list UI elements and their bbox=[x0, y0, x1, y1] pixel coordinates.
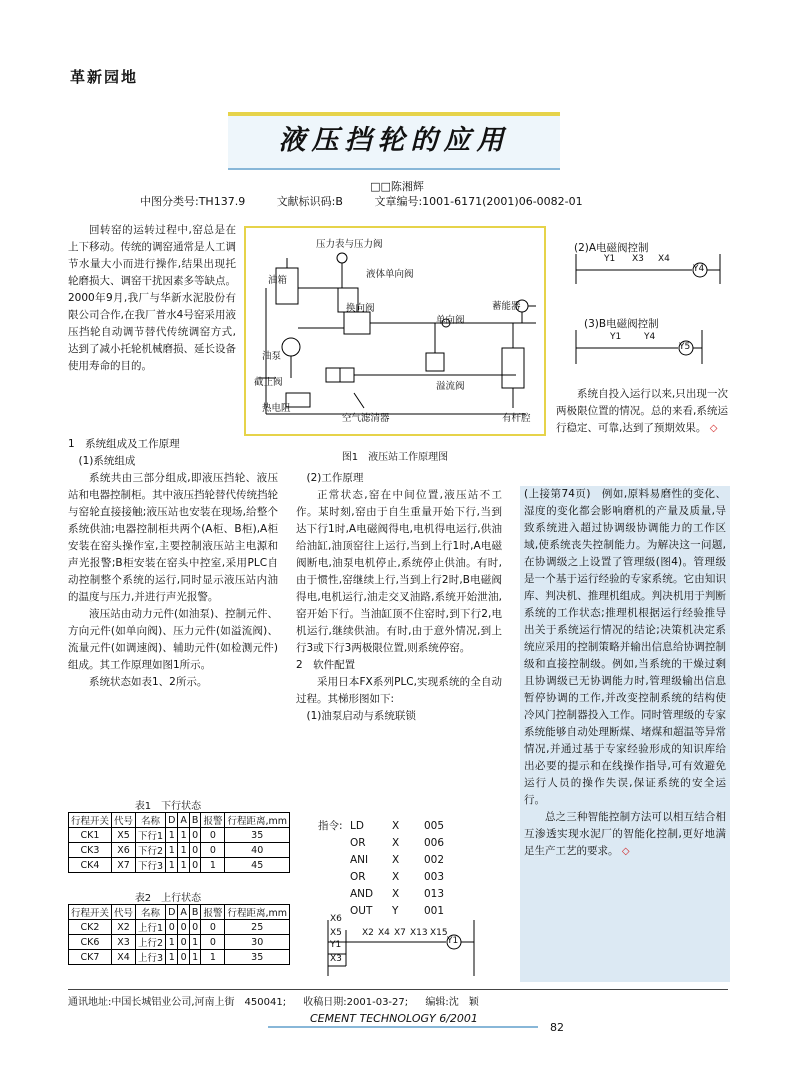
contact-label: X3 bbox=[632, 254, 644, 264]
diagram-label: 热电阻 bbox=[262, 403, 291, 414]
table-cell: CK6 bbox=[69, 935, 112, 950]
opcode: LD bbox=[350, 820, 364, 832]
contact-label: X6 bbox=[330, 914, 342, 924]
table-row bbox=[69, 828, 290, 843]
diagram-label: 压力表与压力阀 bbox=[316, 239, 383, 250]
contact-label: Y4 bbox=[644, 332, 656, 342]
table-cell: X3 bbox=[112, 935, 136, 950]
table-header: 行程距离,mm bbox=[225, 905, 290, 920]
table-cell: X4 bbox=[112, 950, 136, 965]
table-cell: 1 bbox=[201, 950, 225, 965]
table-cell: 0 bbox=[189, 828, 201, 843]
table-header: 代号 bbox=[112, 813, 136, 828]
paragraph: 液压站由动力元件(如油泵)、控制元件、方向元件(如单向阀)、压力元件(如溢流阀)、流量元件(如调速阀)、辅助元件(如检测元件)组成。其工作原理如图1所示。 bbox=[68, 608, 278, 671]
title-underline bbox=[228, 168, 560, 170]
table-cell: 0 bbox=[189, 843, 201, 858]
table-cell: 25 bbox=[225, 920, 290, 935]
table-cell: 0 bbox=[201, 828, 225, 843]
opcode: OR bbox=[350, 837, 366, 849]
table-cell: 1 bbox=[189, 935, 201, 950]
column-1-lower bbox=[68, 436, 278, 691]
table-header: 名称 bbox=[136, 905, 166, 920]
table-cell: 0 bbox=[201, 843, 225, 858]
operand: 006 bbox=[424, 837, 445, 849]
heading-1-2: (2)工作原理 bbox=[306, 472, 364, 484]
table-row bbox=[69, 920, 290, 935]
journal-underline bbox=[268, 1026, 538, 1028]
diagram-label: 蓄能器 bbox=[492, 301, 521, 312]
column-3 bbox=[556, 386, 728, 437]
table-header: A bbox=[178, 813, 190, 828]
table-row bbox=[69, 950, 290, 965]
table-cell: 35 bbox=[225, 828, 290, 843]
article-meta bbox=[140, 193, 611, 209]
table-cell: 1 bbox=[201, 858, 225, 873]
end-mark-icon: ◇ bbox=[621, 846, 630, 857]
diagram-label: 截止阀 bbox=[254, 377, 283, 388]
diagram-label: 油箱 bbox=[268, 275, 288, 286]
ladder3-title: (3)B电磁阀控制 bbox=[584, 318, 659, 330]
operand: 001 bbox=[424, 905, 445, 917]
table-cell: CK2 bbox=[69, 920, 112, 935]
end-mark-icon: ◇ bbox=[709, 423, 718, 434]
table-header: 行程开关 bbox=[69, 813, 112, 828]
operand: 005 bbox=[424, 820, 445, 832]
operand-type: Y bbox=[392, 905, 399, 917]
table-header-row bbox=[69, 813, 290, 828]
table-cell: 1 bbox=[166, 935, 178, 950]
table-header: 行程开关 bbox=[69, 905, 112, 920]
ladder-diagram-2 bbox=[574, 254, 724, 284]
table-cell: 1 bbox=[166, 950, 178, 965]
table-cell: 0 bbox=[201, 935, 225, 950]
table-cell: 上行3 bbox=[136, 950, 166, 965]
table-header: 报警 bbox=[201, 905, 225, 920]
table-header: D bbox=[166, 905, 178, 920]
page-number: 82 bbox=[550, 1021, 564, 1034]
coil-label: Y4 bbox=[693, 264, 705, 274]
table-cell: 1 bbox=[178, 828, 190, 843]
instruction-row bbox=[350, 886, 444, 903]
table-row bbox=[69, 858, 290, 873]
operand-type: X bbox=[392, 837, 400, 849]
conclusion-text: 系统自投入运行以来,只出现一次两极限位置的情况。总的来看,系统运行稳定、可靠,达到了预期效果。 bbox=[556, 388, 728, 434]
ladder-diagram-3 bbox=[574, 330, 704, 364]
table-row bbox=[69, 843, 290, 858]
contact-label: Y1 bbox=[610, 332, 622, 342]
table-cell: CK3 bbox=[69, 843, 112, 858]
coil-label: Y5 bbox=[679, 342, 691, 352]
table-cell: 上行1 bbox=[136, 920, 166, 935]
operand-type: X bbox=[392, 820, 400, 832]
article-number: 文章编号:1001-6171(2001)06-0082-01 bbox=[374, 195, 583, 208]
table-cell: 0 bbox=[189, 858, 201, 873]
operand-type: X bbox=[392, 888, 400, 900]
table-cell: 下行3 bbox=[136, 858, 166, 873]
intro-paragraph: 回转窑的运转过程中,窑总是在上下移动。传统的调窑通常是人工调节水量大小而进行操作,结果出现托轮磨损大、调窑干扰因素多等缺点。2000年9月,我厂与华新水泥股份有限公司合作,在我厂普水4号窑采用液压挡轮自动调节替代传统调窑方式,达到了减小托轮机械磨损、延长设备使用寿命的目的。 bbox=[68, 224, 236, 372]
figure1-caption: 图1 液压站工作原理图 bbox=[341, 452, 449, 463]
table-cell: CK1 bbox=[69, 828, 112, 843]
table-cell: 1 bbox=[178, 858, 190, 873]
table-cell: 下行2 bbox=[136, 843, 166, 858]
table-cell: 下行1 bbox=[136, 828, 166, 843]
diagram-label: 溢流阀 bbox=[436, 381, 465, 392]
table-cell: 0 bbox=[201, 920, 225, 935]
instruction-row bbox=[350, 903, 444, 920]
instruction-label: 指令: bbox=[318, 820, 343, 832]
column-1 bbox=[68, 222, 236, 375]
table2-caption: 表2 上行状态 bbox=[134, 893, 202, 904]
diagram-label: 有杆腔 bbox=[502, 413, 531, 424]
table-cell: X6 bbox=[112, 843, 136, 858]
instruction-list bbox=[350, 818, 444, 920]
opcode: AND bbox=[350, 888, 374, 900]
table-header: B bbox=[189, 813, 201, 828]
instruction-row bbox=[350, 869, 444, 886]
paragraph: 系统状态如表1、2所示。 bbox=[89, 676, 208, 688]
contact-label: X4 bbox=[658, 254, 670, 264]
ladder-diagram-1 bbox=[326, 914, 476, 976]
footer-editor: 编辑:沈 颖 bbox=[425, 997, 479, 1008]
contact-label: X2 bbox=[362, 928, 374, 938]
table-cell: X2 bbox=[112, 920, 136, 935]
instruction-row bbox=[350, 852, 444, 869]
table-header: D bbox=[166, 813, 178, 828]
table-cell: 0 bbox=[166, 920, 178, 935]
paragraph bbox=[556, 386, 728, 437]
table-header: 代号 bbox=[112, 905, 136, 920]
doc-code: 文献标识码:B bbox=[276, 195, 343, 208]
table-cell: X5 bbox=[112, 828, 136, 843]
table-header: 报警 bbox=[201, 813, 225, 828]
column-2 bbox=[296, 470, 502, 725]
column-4 bbox=[524, 486, 726, 860]
page-title: 液压挡轮的应用 bbox=[278, 125, 510, 156]
heading-2-1: (1)油泵启动与系统联锁 bbox=[306, 710, 416, 722]
diagram-label: 换向阀 bbox=[346, 303, 375, 314]
contact-label: X4 bbox=[378, 928, 390, 938]
heading-1: 1 系统组成及工作原理 bbox=[68, 438, 180, 450]
opcode: OUT bbox=[350, 905, 373, 917]
opcode: OR bbox=[350, 871, 366, 883]
summary-text: 总之三种智能控制方法可以相互结合相互渗透实现水泥厂的智能化控制,更好地满足生产工艺的要求。 bbox=[524, 811, 726, 857]
table-header-row bbox=[69, 905, 290, 920]
table-cell: 0 bbox=[189, 920, 201, 935]
table-header: 行程距离,mm bbox=[225, 813, 290, 828]
operand-type: X bbox=[392, 854, 400, 866]
operand: 002 bbox=[424, 854, 445, 866]
contact-label: X5 bbox=[330, 928, 342, 938]
paragraph: 正常状态,窑在中间位置,液压站不工作。某时刻,窑由于自生重量开始下行,当到达下行1时,A电磁阀得电,电机得电运行,供油给油缸,油顶窑往上运行,当到上行1时,A电磁阀断电,油泵电机停止,系统停止供油。有时,由于惯性,窑继续上行,当到上行2时,B电磁阀得电,电机运行,油走交叉油路,系统开始泄油,窑开始下行。当油缸顶不住窑时,到下行2,电机运行,继续供油。有时,由于意外情况,到上行3或下行3两极限位置,则系统停窑。 bbox=[296, 489, 502, 654]
heading-2: 2 软件配置 bbox=[296, 659, 356, 671]
table1 bbox=[68, 812, 290, 873]
contact-label: Y1 bbox=[604, 254, 616, 264]
operand: 013 bbox=[424, 888, 445, 900]
contact-label: X15 bbox=[430, 928, 448, 938]
section-title: 革新园地 bbox=[70, 68, 139, 86]
ladder2-title: (2)A电磁阀控制 bbox=[574, 242, 649, 254]
table-cell: X7 bbox=[112, 858, 136, 873]
paragraph: 系统共由三部分组成,即液压挡轮、液压站和电器控制柜。其中液压挡轮替代传统挡轮与窑轮直接接触;液压站也安装在现场,给整个系统供油;电器控制柜共两个(A柜、B柜),A柜安装在窑头操作室,主要控制液压站主电源和声光报警;B柜安装在窑头中控室,采用PLC自动控制整个系统的运行,同时显示液压站内油的温度与压力,并进行声光报警。 bbox=[68, 472, 278, 603]
footer bbox=[68, 993, 493, 1008]
figure1-hydraulic-diagram bbox=[244, 226, 546, 436]
opcode: ANI bbox=[350, 854, 369, 866]
coil-label: Y1 bbox=[447, 936, 459, 946]
table-cell: 1 bbox=[189, 950, 201, 965]
contact-label: X13 bbox=[410, 928, 428, 938]
table-cell: 0 bbox=[178, 950, 190, 965]
table-cell: 40 bbox=[225, 843, 290, 858]
table-cell: 1 bbox=[178, 843, 190, 858]
journal-name: CEMENT TECHNOLOGY 6/2001 bbox=[310, 1012, 478, 1025]
footer-received: 收稿日期:2001-03-27; bbox=[303, 997, 409, 1008]
table-cell: 30 bbox=[225, 935, 290, 950]
contact-label: Y1 bbox=[330, 940, 342, 950]
table-cell: 1 bbox=[166, 843, 178, 858]
diagram-label: 液体单向阀 bbox=[366, 269, 414, 280]
diagram-label: 单向阀 bbox=[436, 315, 465, 326]
diagram-label: 空气滤清器 bbox=[342, 413, 390, 424]
table1-caption: 表1 下行状态 bbox=[134, 801, 202, 812]
table-cell: CK4 bbox=[69, 858, 112, 873]
table-cell: 1 bbox=[166, 828, 178, 843]
instruction-row bbox=[350, 818, 444, 835]
contact-label: X3 bbox=[330, 954, 342, 964]
table-header: B bbox=[189, 905, 201, 920]
class-number: 中图分类号:TH137.9 bbox=[140, 195, 246, 208]
table-cell: 45 bbox=[225, 858, 290, 873]
table-header: A bbox=[178, 905, 190, 920]
table-cell: 35 bbox=[225, 950, 290, 965]
table-cell: 1 bbox=[166, 858, 178, 873]
paragraph bbox=[524, 809, 726, 860]
operand: 003 bbox=[424, 871, 445, 883]
operand-type: X bbox=[392, 871, 400, 883]
table2 bbox=[68, 904, 290, 965]
table-row bbox=[69, 935, 290, 950]
table-cell: 0 bbox=[178, 920, 190, 935]
table-cell: 上行2 bbox=[136, 935, 166, 950]
paragraph: 采用日本FX系列PLC,实现系统的全自动过程。其梯形图如下: bbox=[296, 676, 502, 705]
contact-label: X7 bbox=[394, 928, 406, 938]
footer-address: 通讯地址:中国长城铝业公司,河南上街 450041; bbox=[68, 997, 287, 1008]
instruction-row bbox=[350, 835, 444, 852]
diagram-label: 油泵 bbox=[262, 351, 282, 362]
table-header: 名称 bbox=[136, 813, 166, 828]
heading-1-1: (1)系统组成 bbox=[78, 455, 136, 467]
table-cell: 0 bbox=[178, 935, 190, 950]
author: □□陈湘辉 bbox=[370, 180, 424, 193]
paragraph: (上接第74页) 例如,原料易磨性的变化、湿度的变化都会影响磨机的产量及质量,导致系统进入超过协调级协调能力的工作区域,使系统丧失控制能力。为解决这一问题,在协调级之上设置了管理级(图4)。管理级是一个基于运行经验的专家系统。它由知识库、判决机、推理机组成。判决机用于判断系统的工作状态;推理机根据运行经验推导出关于系统运行情况的结论;决策机决定系统应采用的控制策略并输出信息给协调控制级和直接控制级。例如,当系统的干燥过剩且协调级已无协调能力时,管理级输出信息暂停协调的工作,并改变控制系统的结构使冷风门控制器投入工作。同时管理级的专家系统能够自动处理断煤、堵煤和超温等异常情况,并通过基于专家经验形成的知识库给出必要的提示和在线操作指导,可有效避免运行人员的操作失误,保证系统的安全运行。 bbox=[524, 488, 726, 806]
footer-divider bbox=[68, 989, 728, 990]
table-cell: CK7 bbox=[69, 950, 112, 965]
